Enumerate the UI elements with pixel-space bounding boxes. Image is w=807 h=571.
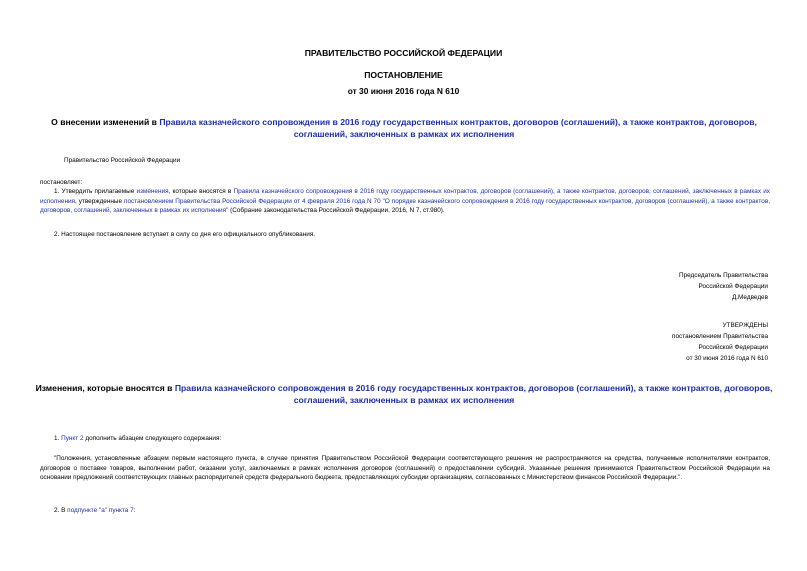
doc-date: от 30 июня 2016 года N 610 xyxy=(347,86,460,96)
item2-num: 2. В xyxy=(54,507,68,514)
signature-line2: Российской Федерации xyxy=(698,283,768,290)
subpoint-a-link[interactable]: подпункте "а" xyxy=(67,507,108,514)
quoted-paragraph: "Положения, установленные абзацем первым настоящего пункта, в случае принятия Правительством Российской Федерации соответствующего решения не распространяются на средства, получаемые исполнителями контрактов, договоров о поставке товаров, выполнении работ, оказании услуг, заключаемых в рамках исполнения договоров (соглашений) о предоставлении субсидий. Указанные решения принимаются Правительством Российской Федерации на основании предложений соответствующих главных распорядителей средств федерального бюджета, предоставляющих субсидии организациям, согласованных с Министерством финансов Российской Федерации.". xyxy=(40,455,770,482)
paragraph-1 xyxy=(40,187,770,216)
changes-link[interactable]: изменения xyxy=(136,188,169,195)
change-item-1 xyxy=(54,434,221,444)
decides-text: постановляет: xyxy=(40,179,83,186)
government-heading: ПРАВИТЕЛЬСТВО РОССИЙСКОЙ ФЕДЕРАЦИИ xyxy=(304,48,503,58)
point-7-link[interactable]: пункта 7 xyxy=(108,507,134,514)
p1-text-d: (Собрание законодательства Российской Федерации, 2016, N 7, ст.980). xyxy=(228,207,445,215)
approved-line4: от 30 июня 2016 года N 610 xyxy=(686,355,768,362)
approved-line2: постановлением Правительства xyxy=(672,333,768,340)
item1-num: 1. xyxy=(54,435,62,442)
title-rules-link[interactable]: Правила казначейского сопровождения в 2016 году государственных контрактов, договоров (соглашений), а также контрактов, договоров, соглашений, заключенных в рамках их исполнения xyxy=(159,117,757,139)
change-item-2 xyxy=(54,506,135,516)
item1-text: дополнить абзацем следующего содержания: xyxy=(83,435,222,442)
p1-text-c: , утвержденные xyxy=(75,197,125,205)
document-title xyxy=(34,116,774,140)
signature-line1: Председатель Правительства xyxy=(679,272,768,279)
p1-text-a: 1. Утвердить прилагаемые xyxy=(54,188,137,195)
approved-line3: Российской Федерации xyxy=(698,344,768,351)
doc-type-heading: ПОСТАНОВЛЕНИЕ xyxy=(364,70,443,80)
item2-tail: : xyxy=(133,507,136,514)
changes-title-rules-link[interactable]: Правила казначейского сопровождения в 2016 году государственных контрактов, договоров (соглашений), а также контрактов, договоров, соглашений, заключенных в рамках их исполнения xyxy=(174,383,773,405)
resolution-70-link[interactable]: постановлением Правительства Российской Федерации от 4 февраля 2016 года N 70 "О порядке казначейского сопровождения в 2016 году государственных контрактов, договоров (соглашений), а также контрактов, договоров, соглашений, заключенных в рамках их исполнения" xyxy=(40,197,770,215)
p1-text-b: , которые вносятся в xyxy=(168,188,234,195)
signature-block xyxy=(679,270,768,303)
approved-block xyxy=(672,320,768,364)
approved-line1: УТВЕРЖДЕНЫ xyxy=(722,322,768,329)
changes-title-prefix: Изменения, которые вносятся в xyxy=(35,383,175,393)
rules-link[interactable]: Правила казначейского сопровождения в 2016 году государственных контрактов, договоров (соглашений), а также контрактов, договоров, соглашений, заключенных в рамках их исполнения xyxy=(40,188,770,205)
intro-text: Правительство Российской Федерации xyxy=(64,157,181,164)
point-2-link[interactable]: Пункт 2 xyxy=(61,435,84,442)
signature-name: Д.Медведев xyxy=(731,294,768,301)
paragraph-2: 2. Настоящее постановление вступает в силу со дня его официального опубликования. xyxy=(54,231,316,238)
title-prefix: О внесении изменений в xyxy=(51,117,160,127)
changes-title xyxy=(34,382,774,406)
